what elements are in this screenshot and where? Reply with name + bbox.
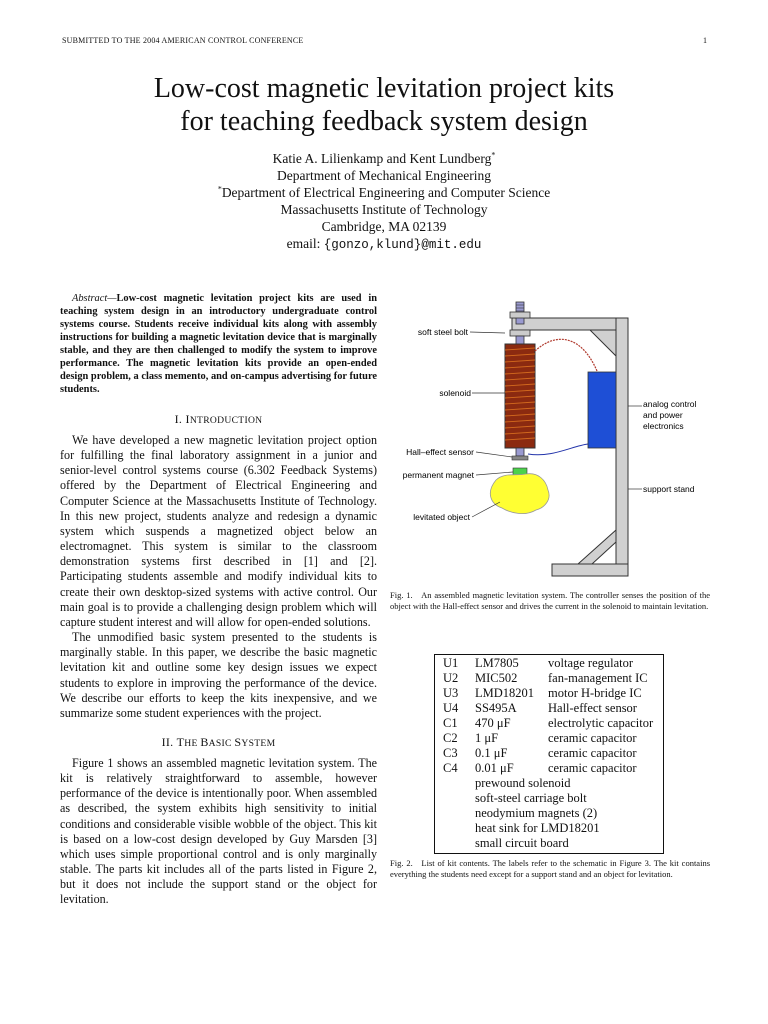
email-line: [0, 235, 768, 254]
table-row: [435, 746, 663, 761]
abstract-text: Low-cost magnetic levitation project kits are used in teaching system design in an introductory undergraduate control systems course. Students receive individual kits along with assembly instructions for building a magnetic levitation device that is marginally stable, and they are then challenged to modify the system to improve performance. The magnetic levitation kits provide an open-ended design problem, a class memento, and on-campus advertising for future students.: [60, 293, 377, 395]
part-name: neodymium magnets (2): [475, 806, 598, 820]
email-label: email:: [286, 236, 321, 251]
part-name: 0.1 μF: [475, 746, 508, 760]
part-ref: U4: [443, 701, 459, 715]
part-name: 0.01 μF: [475, 761, 514, 775]
parts-list-table: [434, 654, 664, 854]
section-2-rest2: ASIC: [208, 737, 235, 749]
abstract-lead: Abstract—: [72, 293, 117, 304]
bolt-nut-bottom: [510, 330, 530, 336]
figure-2-caption: [390, 858, 710, 880]
analog-electronics-box: [588, 372, 616, 448]
stand-brace-top: [590, 330, 616, 356]
label-levitated-object: levitated object: [413, 512, 470, 522]
section-1-num: I.: [174, 412, 183, 426]
table-row: [435, 761, 663, 776]
label-support-stand: support stand: [643, 484, 695, 494]
section-2-rest3: YSTEM: [241, 737, 276, 749]
stand-brace-bottom: [578, 530, 616, 564]
figure-1-caption-label: Fig. 1.: [390, 590, 413, 600]
figure-1-caption: [390, 590, 710, 612]
intro-paragraph-1: We have developed a new magnetic levitation project option for fulfilling the final laboratory assignment in a junior and senior-level control systems course (6.302 Feedback Systems) offered by the Department of Electrical Engineering and Computer Science at the Massachusetts Institute of Technology. In this new project, students analyze and redesign a dynamic system which suspends a magnetized object below an electromagnet. This system is similar to the classroom demonstration systems first described in [1] and [2]. Participating students assemble and modify individual kits to create their own desktop-sized systems with active control. Our main goal is to provide a challenging design problem which will capture student interest and will allow for open-ended solutions.: [60, 433, 377, 629]
part-name: heat sink for LMD18201: [475, 821, 600, 835]
table-row: [435, 776, 663, 791]
part-name: prewound solenoid: [475, 776, 571, 790]
section-heading-basic-system: [60, 735, 377, 750]
figure-1-caption-text: An assembled magnetic levitation system. The controller senses the position of the object with the Hall-effect sensor and drives the current in the solenoid to maintain levitation.: [390, 590, 711, 611]
part-ref: U3: [443, 686, 459, 700]
part-name: 470 μF: [475, 716, 511, 730]
section-2-first2: B: [200, 734, 209, 749]
running-header-left: SUBMITTED TO THE 2004 AMERICAN CONTROL CONFERENCE: [62, 36, 304, 45]
basic-system-paragraph-1: Figure 1 shows an assembled magnetic levitation system. The kit is relatively straightforward to assemble, however performance of the device is intentionally poor. When assembled as described, the system exhibits high sensitivity to initial conditions and considerable visible wobble of the object. This kit is based on a low-cost design developed by Guy Marsden [3] which uses simple proportional control and is only marginally stable. The parts kit includes all of the parts listed in Figure 2, but it does not include the support stand or the object for levitation.: [60, 755, 377, 907]
left-column: [60, 292, 377, 908]
stand-upright: [616, 318, 628, 564]
author-names-text: Katie A. Lilienkamp and Kent Lundberg: [272, 151, 492, 166]
institution: Massachusetts Institute of Technology: [280, 202, 488, 217]
author-block: [0, 150, 768, 254]
table-row: [435, 791, 663, 806]
section-2-first: T: [176, 734, 185, 749]
section-1-first: I: [185, 412, 190, 426]
table-row: [435, 671, 663, 686]
part-name: LM7805: [475, 656, 519, 670]
part-name: SS495A: [475, 701, 517, 715]
department-1: Department of Mechanical Engineering: [276, 168, 492, 183]
table-row: [435, 686, 663, 701]
label-analog-control-2: and power: [643, 410, 683, 420]
title-line-1: Low-cost magnetic levitation project kits: [153, 73, 615, 104]
part-ref: C1: [443, 716, 458, 730]
author-affil-mark: *: [491, 150, 496, 160]
label-soft-steel-bolt: soft steel bolt: [417, 327, 468, 337]
abstract: [60, 292, 377, 396]
label-analog-control-3: electronics: [643, 421, 684, 431]
section-2-rest: HE: [184, 737, 201, 749]
blue-wire: [528, 444, 588, 455]
table-row: [435, 806, 663, 821]
dept2-affil-mark: *: [217, 184, 222, 194]
figure-1-diagram: [392, 296, 712, 586]
part-desc: ceramic capacitor: [548, 761, 637, 775]
title-line-2: for teaching feedback system design: [180, 106, 588, 137]
email-address[interactable]: {gonzo,klund}@mit.edu: [323, 238, 482, 252]
part-name: 1 μF: [475, 731, 499, 745]
part-name: soft-steel carriage bolt: [475, 791, 587, 805]
table-row: [435, 701, 663, 716]
label-hall-effect-sensor: Hall–effect sensor: [406, 447, 474, 457]
part-name: LMD18201: [475, 686, 535, 700]
section-2-num: II.: [161, 734, 174, 749]
table-row: [435, 716, 663, 731]
table-row: [435, 821, 663, 836]
part-desc: ceramic capacitor: [548, 746, 637, 760]
table-row: [435, 656, 663, 671]
red-wire: [535, 339, 597, 371]
label-solenoid: solenoid: [439, 388, 471, 398]
department-2-text: Department of Electrical Engineering and Computer Science: [221, 185, 551, 200]
part-name: small circuit board: [475, 836, 569, 850]
part-ref: C3: [443, 746, 458, 760]
city: Cambridge, MA 02139: [321, 219, 447, 234]
stand-top-arm: [512, 318, 627, 330]
bolt-shaft-bottom: [516, 448, 524, 456]
stand-base: [552, 564, 628, 576]
part-ref: U2: [443, 671, 459, 685]
part-desc: voltage regulator: [548, 656, 634, 670]
intro-paragraph-2: The unmodified basic system presented to the students is marginally stable. In this paper, we describe the basic magnetic levitation kit and outline some key design issues we expect students to explore in improving the performance of the device. We describe our efforts to keep the kits inexpensive, and we summarize some student experiences with the project.: [60, 630, 377, 720]
part-desc: electrolytic capacitor: [548, 716, 654, 730]
hall-effect-sensor: [512, 456, 528, 460]
table-row: [435, 731, 663, 746]
part-ref: C4: [443, 761, 458, 775]
levitated-object: [490, 474, 549, 514]
bolt-nut-top: [510, 312, 530, 318]
section-heading-introduction: [60, 412, 377, 427]
figure-2-caption-text: List of kit contents. The labels refer to the schematic in Figure 3. The kit contains everything the students need except for a support stand and an object for levitation.: [390, 858, 711, 879]
section-2-first3: S: [234, 734, 242, 749]
label-analog-control-1: analog control: [643, 399, 697, 409]
author-names: [0, 150, 768, 167]
part-ref: U1: [443, 656, 459, 670]
part-desc: Hall-effect sensor: [548, 701, 637, 715]
label-permanent-magnet: permanent magnet: [402, 470, 474, 480]
paper-title: [0, 72, 768, 138]
department-2: [0, 184, 768, 201]
part-name: MIC502: [475, 671, 518, 685]
bolt-shaft-mid: [516, 336, 524, 344]
section-1-rest: NTRODUCTION: [189, 415, 263, 426]
table-row: [435, 836, 663, 851]
figure-2-caption-label: Fig. 2.: [390, 858, 413, 868]
part-ref: C2: [443, 731, 458, 745]
page-number: 1: [703, 36, 707, 45]
part-desc: ceramic capacitor: [548, 731, 637, 745]
part-desc: motor H-bridge IC: [548, 686, 642, 700]
part-desc: fan-management IC: [548, 671, 648, 685]
